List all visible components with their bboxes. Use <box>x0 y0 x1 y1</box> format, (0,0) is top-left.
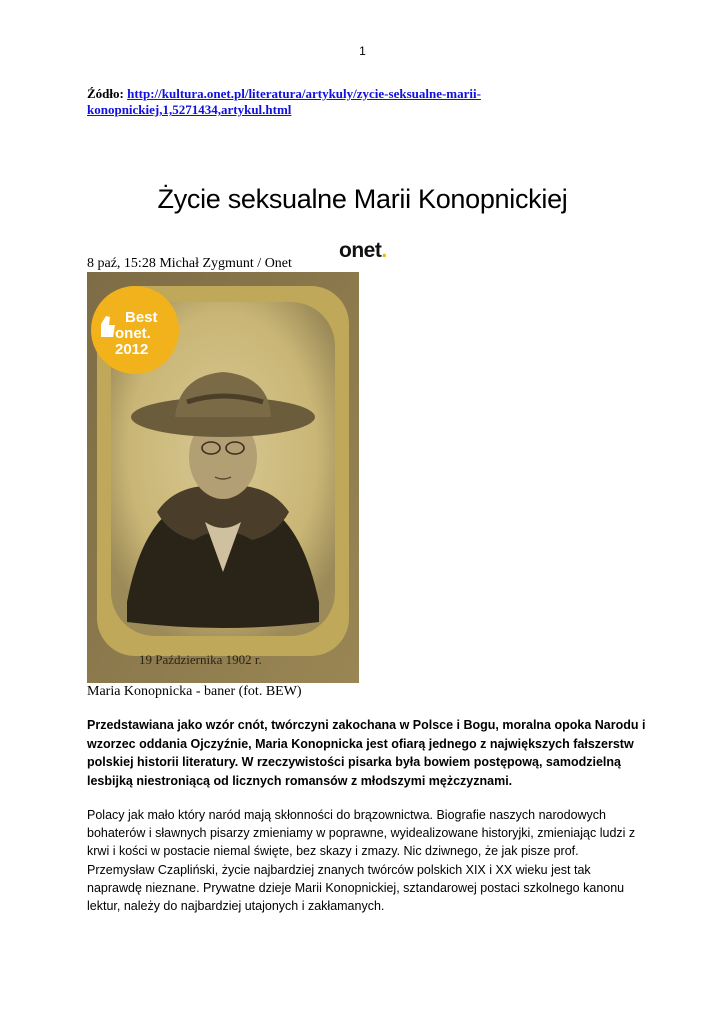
badge-best: Best <box>125 309 158 326</box>
source-line <box>87 86 647 118</box>
logo-dot: . <box>381 239 387 262</box>
onet-logo <box>339 239 387 263</box>
lead-paragraph: Przedstawiana jako wzór cnót, twórczyni zakochana w Polsce i Bogu, moralna opoka Narodu i wzorzec oddania Ojczyźnie, Maria Konopnicka jest ofiarą jednego z największych fałszerstw polskiej historii literatury. W rzeczywistości pisarka była bowiem postępową, samodzielną lesbijką niestroniącą od licznych romansów z młodszymi mężczyznami. <box>87 718 646 788</box>
article-title: Życie seksualne Marii Konopnickiej <box>157 184 568 214</box>
source-label: Źódło: <box>87 86 128 101</box>
logo-text: onet <box>339 239 382 262</box>
page-number: 1 <box>359 44 366 58</box>
portrait-photo <box>87 272 359 683</box>
portrait-illustration <box>87 272 359 683</box>
photo-inscription: 19 Października 1902 r. <box>139 652 262 667</box>
body-paragraph: Polacy jak mało który naród mają skłonności do brązownictwa. Biografie naszych narodowych bohaterów i sławnych pisarzy zmieniamy w poprawne, wyidealizowane historyjki, zmieniając ludzi z krwi i kości w postacie niemal święte, bez skazy i zmazy. Nic dziwnego, że jak pisze prof. Przemysław Czapliński, życie najbardziej znanych twórców polskich XIX i XX wieku jest tak naprawdę nieznane. Prywatne dzieje Marii Konopnickiej, sztandarowej postaci szkolnego kanonu lektur, należy do najbardziej utajonych i zakłamanych. <box>87 808 636 914</box>
badge-onet: onet. <box>115 325 151 342</box>
badge-year: 2012 <box>115 341 149 358</box>
byline: 8 paź, 15:28 Michał Zygmunt / Onet <box>87 256 292 271</box>
photo-caption: Maria Konopnicka - baner (fot. BEW) <box>87 684 302 699</box>
source-link[interactable]: http://kultura.onet.pl/literatura/artykuly/zycie-seksualne-marii-konopnickiej,1,5271434,artykul.html <box>87 86 481 117</box>
